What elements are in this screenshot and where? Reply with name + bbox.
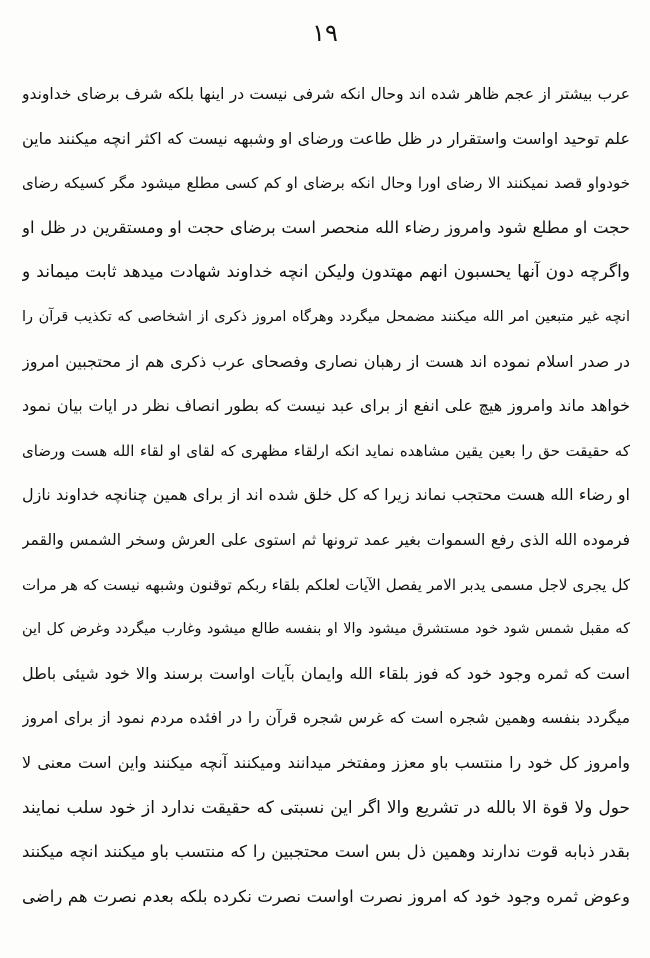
text-line: در صدر اسلام نموده اند هست از رهبان نصاری وفصحای عرب ذکری هم از محتجبین امروز bbox=[22, 351, 630, 371]
text-line: حجت او مطلع شود وامروز رضاء الله منحصر است برضای حجت او ومستقرین در ظل او bbox=[22, 217, 630, 237]
text-line: بقدر ذبابه قوت ندارند وهمین ذل بس است محتجبین را که منتسب باو میکنند انچه میکنند bbox=[22, 842, 630, 862]
text-line: وعوض ثمره وجود خود که امروز نصرت اواست نصرت نکرده بلکه بعدم نصرت هم راضی bbox=[22, 886, 630, 906]
text-line: خواهد ماند وامروز هیچ علی انفع از برای عبد نیست که بطور انصاف نظر در ایات بیان نمود bbox=[22, 396, 630, 416]
text-line: کل یجری لاجل مسمی یدبر الامر یفصل الآیات لعلکم بلقاء ربکم توقنون وشبهه نیست که هر مرات bbox=[22, 575, 630, 594]
text-line: است که ثمره وجود خود که فوز بلقاء الله وایمان بآیات اواست برسند والا خود شیئی باطل bbox=[22, 663, 630, 683]
text-line: که حقیقت حق را بعین یقین مشاهده نماید انکه ارلقاء مظهری که لقای او لقاء الله هست ورضای bbox=[22, 441, 630, 460]
text-line: میگردد بنفسه وهمین شجره است که غرس شجره قرآن را در افئده مردم نمود از برای امروز bbox=[22, 709, 630, 728]
text-line: فرموده الله الذی رفع السموات بغیر عمد ترونها ثم استوی علی العرش وسخر الشمس والقمر bbox=[22, 530, 630, 549]
text-line: وامروز کل خود را منتسب باو معزز ومفتخر میدانند ومیکنند آنچه میکنند واین است معنی لا bbox=[22, 752, 630, 772]
text-line: علم توحید اواست واستقرار در ظل طاعت ورضای او وشبهه نیست که اکثر انچه میکنند ماین bbox=[22, 128, 630, 148]
text-line: حول ولا قوة الا بالله در تشریع والا اگر این نسبتی که حقیقت ندارد از خود سلب نمایند bbox=[22, 797, 630, 818]
text-line: که مقبل شمس شود خود مستشرق میشود والا او بنفسه طالع میشود وغارب میگردد وغرض کل این bbox=[22, 621, 630, 638]
text-line: انچه غیر متبعین امر الله میکنند مضمحل میگردد وهرگاه امروز ذکری از اشخاصی که تکذیب قرآن را bbox=[22, 308, 630, 325]
text-line: خودواو قصد نمیکنند الا رضای اورا وحال انکه برضای او کم کسی مطلع میشود مگر کسیکه رضای bbox=[22, 174, 630, 193]
text-line: عرب بیشتر از عجم ظاهر شده اند وحال انکه شرفی نیست در اینها بلکه شرف برضای خداوندو bbox=[22, 85, 630, 103]
text-line: واگرچه دون آنها یحسبون انهم مهتدون ولیکن انچه خداوند شهادت میدهد ثابت میماند و bbox=[22, 262, 630, 283]
page-number: ۱۹ bbox=[312, 19, 338, 47]
text-body bbox=[22, 72, 630, 919]
text-line: او رضاء الله هست محتجب نماند زیرا که کل خلق شده اند از برای همین چنانچه خداوند نازل bbox=[22, 485, 630, 505]
